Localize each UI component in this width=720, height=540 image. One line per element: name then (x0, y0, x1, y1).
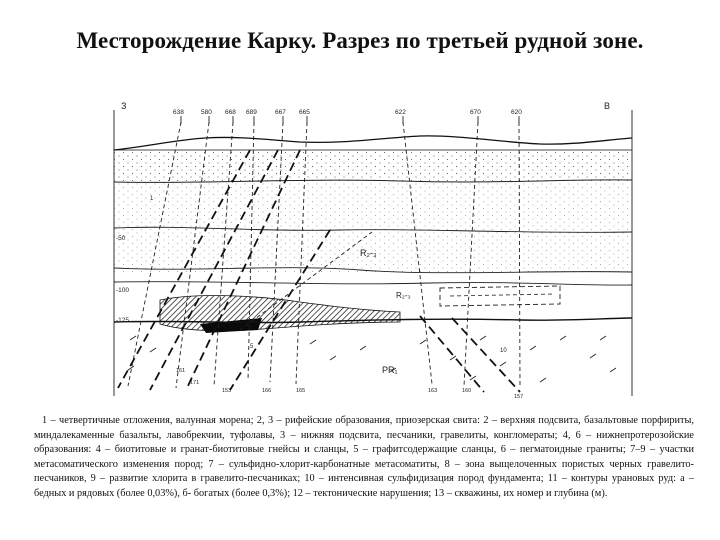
depth-label: -100 (116, 287, 130, 294)
moraine-layer (114, 150, 632, 182)
borehole-collars (181, 116, 519, 124)
borehole-number: 670 (470, 109, 481, 116)
borehole-number: 689 (246, 109, 257, 116)
borehole-depth-label: 161 (176, 368, 186, 374)
corner-label-east: В (604, 101, 611, 111)
borehole-depth-label: 163 (428, 388, 438, 394)
stratigraphic-label: R₂-₃ (396, 291, 411, 300)
borehole-number: 638 (173, 109, 184, 116)
corner-label-west: З (121, 101, 127, 111)
borehole-number: 667 (275, 109, 286, 116)
layer-boundary-3 (114, 282, 632, 286)
borehole-depth-label: 153 (222, 388, 232, 394)
stratigraphic-label: R₂-₃ (360, 248, 377, 258)
borehole-number: 665 (299, 109, 310, 116)
legend-text (34, 414, 694, 502)
legend-body: 1 – четвертичные отложения, валунная морена; 2, 3 – рифейские образования, приозерская свита: 2 – верхняя подсвита, базальтовые порфириты, миндалекаменные базальты, лавобрекчии, туфолавы, 3 – нижняя подсвита, песчаники, гравелиты, конгломераты; 4, 6 – нижнепротерозойские образования: 4 – биотитовые и гранат-биотитовые гнейсы и сланцы, 5 – графитсодержащие сланцы, 6 – пегматоидные граниты; 7–9 – участки метасоматического изменения пород; 7 – сульфидно-хлорит-карбонатные метасоматиты, 8 – зона выщелоченных пористых черных гравелито-песчаников, 9 – развитие хлорита в гравелито-песчаниках; 10 – интенсивная сульфидизация пород фундамента; 11 – контуры урановых руд: а – бедных и рядовых (более 0,03%), б- богатых (более 0,3%); 12 – тектонические нарушения; 13 – скважины, их номер и глубина (м). (34, 415, 694, 499)
depth-label: -125 (116, 317, 130, 324)
legend-number-label: 5 (250, 344, 254, 350)
borehole-depth-label: 166 (262, 388, 272, 394)
borehole-depth-label: 171 (190, 380, 200, 386)
borehole-depth-label: 165 (296, 388, 306, 394)
borehole-depth-label: 157 (514, 394, 524, 400)
stratigraphic-label: PR₁ (382, 365, 398, 375)
borehole-number: 622 (395, 109, 406, 116)
legend-number-label: 10 (500, 348, 507, 354)
legend-number-label: 1 (150, 196, 154, 202)
borehole-depth-label: 160 (462, 388, 472, 394)
borehole-number: 668 (225, 109, 236, 116)
slide-title: Месторождение Карку. Разрез по третьей рудной зоне. (76, 28, 644, 53)
borehole-number: 620 (511, 109, 522, 116)
borehole-number: 580 (201, 109, 212, 116)
depth-label: -50 (116, 235, 126, 242)
